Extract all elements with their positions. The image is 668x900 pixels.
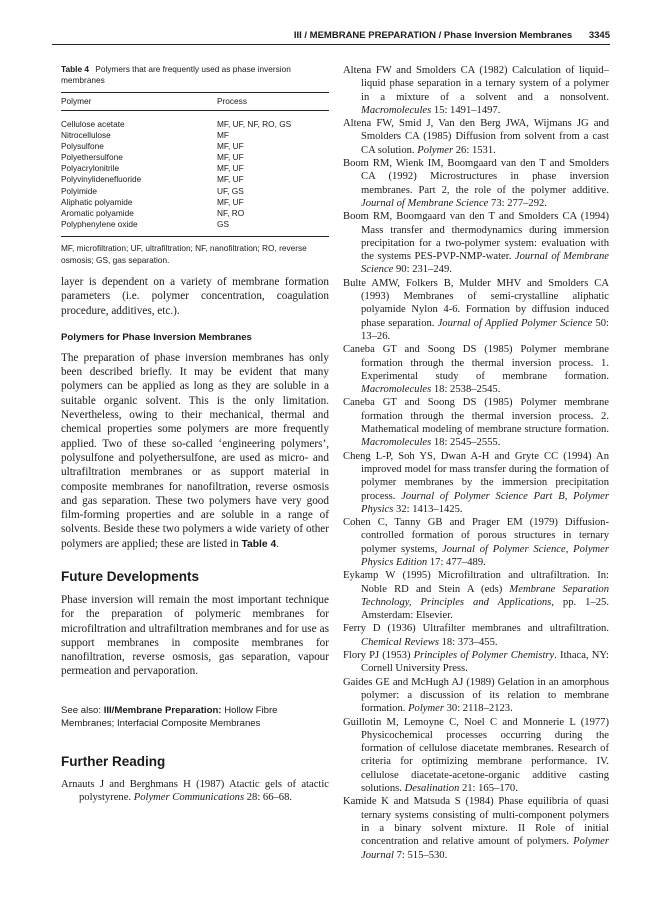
table-caption xyxy=(61,64,329,86)
reference-journal: Journal of Membrane Science xyxy=(361,197,489,209)
section-heading-further-reading: Further Reading xyxy=(61,753,166,769)
reference-item xyxy=(343,157,609,210)
table-header-row xyxy=(61,93,329,111)
reference-text: Cheng L-P, Soh YS, Dwan A-H and Gryte CC (1994) An improved model for mass transfer during the formation of polymer membranes by the immersion precipitation process. xyxy=(343,450,609,502)
cell-process: MF, UF, NF, RO, GS xyxy=(217,119,292,129)
reference-journal: Polymer xyxy=(408,703,444,715)
reference-item xyxy=(343,676,609,716)
see-also-link-membrane-prep[interactable]: III/Membrane Preparation: xyxy=(103,704,222,716)
page-number: 3345 xyxy=(588,30,610,41)
reference-journal: Macromolecules xyxy=(361,437,432,449)
future-paragraph: Phase inversion will remain the most important technique for the preparation of polymeric membranes for microfiltration and ultrafiltration membranes and for use as support membranes in composite membranes for nanofiltration, reverse osmosis, gas separation, vapour permeation and pervaporation. xyxy=(61,593,329,678)
polymers-paragraph-text: The preparation of phase inversion membranes has only been described briefly. It may be evident that many polymers can be applied as long as they are soluble in a suitable organic solvent. This is the only limitation. Nevertheless, owing to their mechanical, thermal and chemical properties some polymers are more frequently applied. Two of these so-called ‘engineering polymers’, polysulfone and polyethersulfone, are used as micro- and ultrafiltration membranes or as support material in composite membranes for nanofiltration, reverse osmosis and gas separation. These two polymers have very good film-forming properties and are soluble in a range of solvents. Beside these two polymers a wide variety of other polymers are applied; these are listed in xyxy=(61,351,329,550)
table-row xyxy=(61,174,329,185)
reference-text: Flory PJ (1953) xyxy=(343,650,414,662)
cell-polymer: Polyacrylonitrile xyxy=(61,163,120,174)
reference-tail: 18: 373–455. xyxy=(438,636,498,648)
reference-text: Cohen C, Tanny GB and Prager EM (1979) Diffusion-controlled formation of porous structures in ternary polymer systems, xyxy=(343,517,609,555)
cell-process: MF, UF xyxy=(217,174,244,185)
reference-journal: Macromolecules xyxy=(361,384,432,396)
reference-item xyxy=(343,277,609,343)
reference-tail: 32: 1413–1425. xyxy=(393,503,463,515)
reference-tail: 50: 13–26. xyxy=(361,317,609,342)
cell-polymer: Cellulose acetate xyxy=(61,119,125,129)
polymers-paragraph xyxy=(61,351,329,552)
table-row xyxy=(61,141,329,152)
reference-text: Ferry D (1936) Ultrafilter membranes and ultrafiltration. xyxy=(343,623,609,635)
reference-tail: 28: 66–68. xyxy=(244,792,293,804)
intro-paragraph: layer is dependent on a variety of membrane formation parameters (i.e. polymer concentration, coagulation procedure, additives, etc.). xyxy=(61,275,329,317)
reference-journal: Principles of Polymer Chemistry xyxy=(413,650,555,662)
reference-text: Caneba GT and Soong DS (1985) Polymer membrane formation through the thermal inversion process. 2. Mathematical modeling of membrane structure formation. xyxy=(343,397,609,436)
polymers-table xyxy=(61,92,329,236)
reference-tail: 30: 2118–2123. xyxy=(443,703,513,715)
reference-tail: 73: 277–292. xyxy=(488,197,547,209)
reference-item xyxy=(343,210,609,276)
right-column-references xyxy=(343,64,609,862)
reference-item xyxy=(343,716,609,796)
reference-journal: Polymer Journal xyxy=(361,836,609,861)
reference-text: Boom RM, Boomgaard van den T and Smolders CA (1994) Mass transfer and thermodynamics during immersion precipitation for a two-polymer system: evaluation with the systems PES-PVP-NMP-water. xyxy=(343,211,609,263)
reference-item xyxy=(343,622,609,649)
reference-item xyxy=(343,396,609,449)
cell-process: MF, UF xyxy=(217,152,244,163)
see-also-links[interactable]: Hollow Fibre Membranes; Interfacial Composite Membranes xyxy=(61,704,278,729)
reference-item xyxy=(343,649,609,676)
polymers-paragraph-end: . xyxy=(276,537,280,550)
reference-tail: 18: 2545–2555. xyxy=(431,437,501,449)
col-header-process: Process xyxy=(217,93,329,111)
table-row xyxy=(61,197,329,208)
cell-process: MF, UF xyxy=(217,163,244,174)
reference-journal: Chemical Reviews xyxy=(361,636,439,648)
cell-process: MF, UF xyxy=(217,141,244,152)
reference-text: Caneba GT and Soong DS (1985) Polymer membrane formation through the thermal inversion process. 1. Experimental study of membrane formation. xyxy=(343,344,609,382)
running-header xyxy=(52,30,610,45)
reference-journal: Desalination xyxy=(404,783,460,795)
reference-tail: , pp. 1–25. Amsterdam: Elsevier. xyxy=(361,596,609,622)
reference-journal: Journal of Applied Polymer Science xyxy=(437,317,593,329)
reference-tail: 21: 165–170. xyxy=(459,783,518,795)
table-row xyxy=(61,163,329,174)
cell-polymer: Polyethersulfone xyxy=(61,152,123,163)
cell-process: MF xyxy=(217,130,229,141)
reference-tail: . Ithaca, NY: Cornell University Press. xyxy=(361,650,609,675)
table-label: Table 4 xyxy=(61,64,89,74)
reference-text: Eykamp W (1995) Microfiltration and ultrafiltration. In: Noble RD and Stein A (eds) xyxy=(343,570,609,595)
reference-text: Altena FW and Smolders CA (1982) Calculation of liquid–liquid phase separation in a ternary system of a polymer in a mixture of a solvent and a nonsolvent. xyxy=(343,65,609,103)
reference-text: Kamide K and Matsuda S (1984) Phase equilibria of quasi ternary systems consisting of multi-component polymers in a binary solvent mixture. II Role of initial concentration and relative amount of polymers. xyxy=(343,796,609,848)
table-footnote: MF, microfiltration; UF, ultrafiltration; NF, nanofiltration; RO, reverse osmosis; GS, gas separation. xyxy=(61,236,329,266)
reference-item xyxy=(343,569,609,622)
reference-item xyxy=(343,795,609,861)
reference-text: Arnauts J and Berghmans H (1987) Atactic gels of atactic polystyrene. xyxy=(61,778,329,804)
table-row xyxy=(61,130,329,141)
header-section-title: III / MEMBRANE PREPARATION / Phase Inversion Membranes xyxy=(293,30,573,41)
cell-polymer: Polyphenylene oxide xyxy=(61,218,138,229)
reference-journal: Membrane Separation Technology, Principles and Applications xyxy=(361,583,609,608)
reference-tail: 90: 231–249. xyxy=(393,264,452,276)
section-heading-polymers: Polymers for Phase Inversion Membranes xyxy=(61,331,252,343)
left-column xyxy=(61,64,329,804)
reference-tail: 26: 1531. xyxy=(453,144,496,156)
table4-link[interactable]: Table 4 xyxy=(241,538,277,550)
reference-journal: Journal of Polymer Science Part B, Polymer Physics xyxy=(361,490,609,515)
see-also-label: See also: xyxy=(61,704,102,716)
cell-polymer: Polyvinylidenefluoride xyxy=(61,174,142,185)
reference-tail: 15: 1491–1497. xyxy=(431,104,501,116)
reference-journal: Macromolecules xyxy=(361,104,432,116)
cell-polymer: Aromatic polyamide xyxy=(61,207,134,218)
reference-item xyxy=(343,64,609,117)
cell-polymer: Polyimide xyxy=(61,185,97,196)
cell-process: MF, UF xyxy=(217,196,244,207)
reference-tail: 17: 477–489. xyxy=(427,556,486,568)
cell-process: GS xyxy=(217,218,229,229)
table-row xyxy=(61,186,329,197)
reference-journal: Journal of Membrane Science xyxy=(361,251,609,276)
cell-polymer: Polysulfone xyxy=(61,141,104,152)
col-header-polymer: Polymer xyxy=(61,93,217,111)
cell-process: UF, GS xyxy=(217,185,244,196)
reference-text: Gaides GE and McHugh AJ (1989) Gelation in an amorphous polymer: a discussion of its relation to membrane formation. xyxy=(343,676,609,715)
reference-item xyxy=(343,516,609,569)
reference-journal: Polymer xyxy=(417,144,454,156)
reference-journal: Polymer Communications xyxy=(133,792,245,804)
section-heading-future: Future Developments xyxy=(61,568,200,584)
reference-item xyxy=(343,343,609,396)
reference-text: Boom RM, Wienk IM, Boomgaard van den T and Smolders CA (1992) Microstructures in phase inversion membranes. Part 2, the role of the polymer additive. xyxy=(343,158,609,196)
cell-polymer: Aliphatic polyamide xyxy=(61,196,133,207)
cell-polymer: Nitrocellulose xyxy=(61,130,111,141)
cell-process: NF, RO xyxy=(217,207,245,218)
reference-journal: Journal of Polymer Science, Polymer Physics Edition xyxy=(361,543,609,568)
table-row xyxy=(61,208,329,219)
see-also xyxy=(61,704,329,730)
reference-text: Altena FW, Smid J, Van den Berg JWA, Wijmans JG and Smolders CA (1985) Diffusion from solvent from a cast CA solution. xyxy=(343,118,609,156)
reference-item xyxy=(343,117,609,157)
reference-tail: 7: 515–530. xyxy=(393,849,448,861)
table-caption-text: Polymers that are frequently used as phase inversion membranes xyxy=(61,64,291,85)
reference-item xyxy=(61,778,329,805)
reference-text: Guillotin M, Lemoyne C, Noel C and Monnerie L (1977) Physicochemical processes occurring during the formation of cellulose diacetate membranes. Research of criteria for optimizing membrane performance. IV. cellulose diacetate-acetone-organic additive casting solutions. xyxy=(343,716,609,795)
table-row xyxy=(61,152,329,163)
table-row xyxy=(61,111,329,131)
reference-text: Bulte AMW, Folkers B, Mulder MHV and Smolders CA (1993) Membranes of semi-crystalline aliphatic polyamide Nylon 4-6. Formation by diffusion induced phase separation. xyxy=(343,277,609,329)
reference-tail: 18: 2538–2545. xyxy=(431,384,501,396)
table-row xyxy=(61,219,329,236)
reference-item xyxy=(343,450,609,516)
